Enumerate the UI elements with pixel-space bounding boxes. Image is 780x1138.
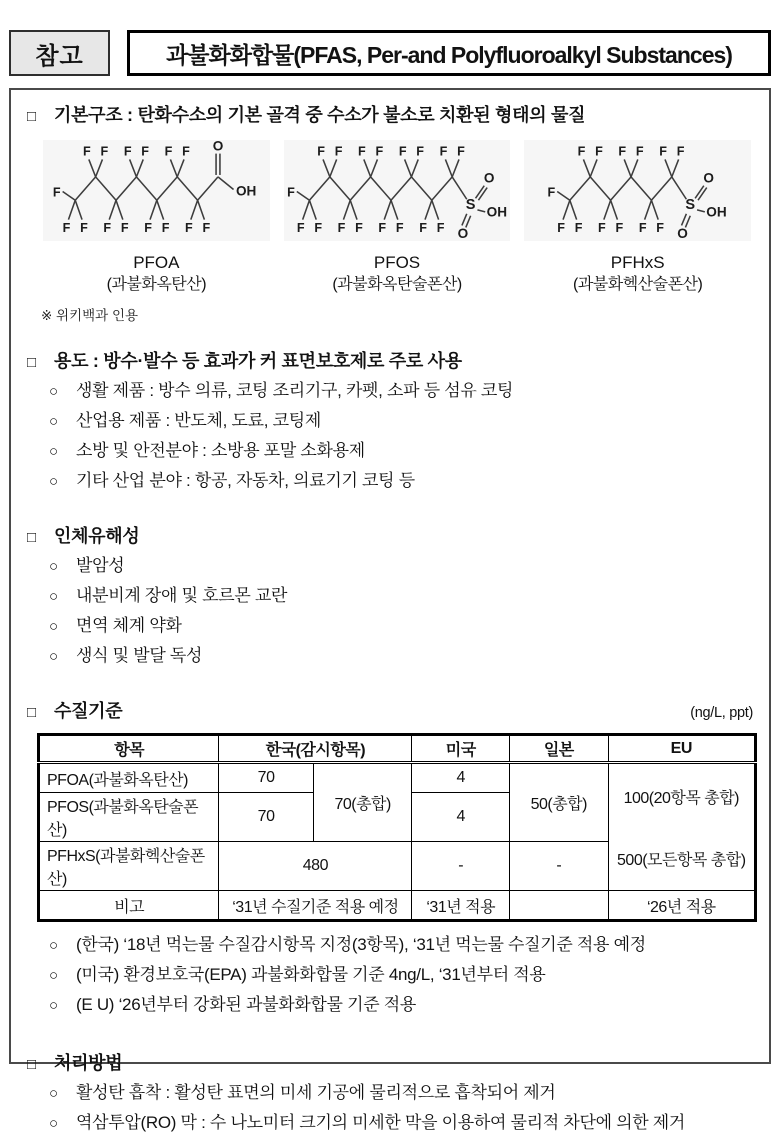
svg-text:F: F bbox=[83, 144, 91, 159]
usage-item-text: 기타 산업 분야 : 항공, 자동차, 의료기기 코팅 등 bbox=[76, 471, 415, 490]
molecule-korean-name: (과불화옥탄산) bbox=[106, 276, 207, 293]
section-usage bbox=[27, 348, 753, 376]
table-row-note bbox=[39, 891, 756, 921]
circle-bullet-icon: ○ bbox=[49, 1085, 58, 1102]
svg-text:F: F bbox=[636, 144, 644, 159]
svg-text:F: F bbox=[202, 221, 211, 236]
section-water-standard bbox=[27, 698, 753, 726]
col-usa: 미국 bbox=[412, 735, 510, 763]
svg-text:F: F bbox=[395, 221, 404, 236]
molecule-korean-name: (과불화헥산술폰산) bbox=[573, 276, 703, 293]
svg-text:F: F bbox=[120, 221, 129, 236]
cell-pfoa-us: 4 bbox=[412, 763, 510, 793]
health-item bbox=[49, 641, 753, 671]
page-title: 과불화화합물(PFAS, Per-and Polyfluoroalkyl Substances) bbox=[127, 30, 771, 76]
cell-pfoa-item: PFOA(과불화옥탄산) bbox=[39, 763, 219, 793]
health-item bbox=[49, 581, 753, 611]
molecule-pfhxs bbox=[524, 140, 751, 296]
page-header bbox=[9, 30, 771, 76]
molecule-name: PFOS bbox=[373, 253, 421, 272]
svg-text:F: F bbox=[436, 221, 445, 236]
molecule-name: PFOA bbox=[133, 253, 180, 272]
cell-eu-merged bbox=[608, 763, 755, 891]
square-bullet-icon: □ bbox=[27, 704, 36, 721]
svg-text:F: F bbox=[164, 144, 173, 159]
circle-bullet-icon: ○ bbox=[49, 473, 58, 490]
treatment-item-text: 역삼투압(RO) 막 : 수 나노미터 크기의 미세한 막을 이용하여 물리적 차단에 의한 제거 bbox=[76, 1113, 686, 1132]
svg-text:F: F bbox=[80, 221, 88, 236]
svg-text:F: F bbox=[123, 144, 132, 159]
health-item-text: 면역 체계 약화 bbox=[76, 616, 182, 635]
usage-item bbox=[49, 436, 753, 466]
col-eu: EU bbox=[608, 735, 755, 763]
cell-pfhxs-us: - bbox=[412, 842, 510, 891]
cell-eu-line1: 100(20항목 총합) bbox=[623, 789, 739, 807]
svg-text:F: F bbox=[141, 144, 150, 159]
svg-text:F: F bbox=[598, 221, 607, 236]
circle-bullet-icon: ○ bbox=[49, 588, 58, 605]
svg-text:F: F bbox=[62, 221, 71, 236]
cell-note-us: ‘31년 적용 bbox=[412, 891, 510, 921]
svg-text:O: O bbox=[677, 226, 689, 241]
circle-bullet-icon: ○ bbox=[49, 413, 58, 430]
circle-bullet-icon: ○ bbox=[49, 618, 58, 635]
circle-bullet-icon: ○ bbox=[49, 648, 58, 665]
svg-text:OH: OH bbox=[706, 204, 728, 220]
usage-item-text: 소방 및 안전분야 : 소방용 포말 소화용제 bbox=[76, 441, 365, 460]
svg-text:F: F bbox=[659, 144, 668, 159]
svg-text:F: F bbox=[314, 221, 322, 236]
svg-text:O: O bbox=[457, 226, 468, 241]
pfos-structure-image bbox=[284, 140, 511, 241]
section-basic-structure-label: 기본구조 : 탄화수소의 기본 골격 중 수소가 불소로 치환된 형태의 물질 bbox=[54, 105, 586, 125]
col-korea: 한국(감시항목) bbox=[219, 735, 412, 763]
svg-text:F: F bbox=[334, 144, 343, 159]
svg-text:F: F bbox=[557, 221, 566, 236]
section-health-label: 인체유해성 bbox=[54, 526, 140, 546]
pfhxs-structure-image bbox=[524, 140, 751, 241]
molecule-pfos bbox=[284, 140, 511, 296]
svg-text:F: F bbox=[415, 144, 424, 159]
cell-pfos-item: PFOS(과불화옥탄술폰산) bbox=[39, 793, 219, 842]
circle-bullet-icon: ○ bbox=[49, 443, 58, 460]
svg-text:F: F bbox=[182, 144, 190, 159]
svg-text:F: F bbox=[52, 185, 61, 200]
svg-text:O: O bbox=[703, 170, 715, 186]
svg-text:F: F bbox=[161, 221, 170, 236]
section-basic-structure bbox=[27, 102, 753, 130]
section-usage-label: 용도 : 방수·발수 등 효과가 커 표면보호제로 주로 사용 bbox=[54, 351, 462, 371]
cell-note-kr: ‘31년 수질기준 적용 예정 bbox=[219, 891, 412, 921]
svg-text:F: F bbox=[439, 144, 447, 159]
cell-pfhxs-item: PFHxS(과불화헥산술폰산) bbox=[39, 842, 219, 891]
circle-bullet-icon: ○ bbox=[49, 383, 58, 400]
reference-badge: 참고 bbox=[9, 30, 110, 76]
cell-note-eu: ‘26년 적용 bbox=[608, 891, 755, 921]
content-frame bbox=[9, 88, 771, 1132]
health-item bbox=[49, 611, 753, 641]
table-row-pfoa bbox=[39, 763, 756, 793]
cell-pfoa-kr: 70 bbox=[219, 763, 314, 793]
svg-text:F: F bbox=[296, 221, 305, 236]
square-bullet-icon: □ bbox=[27, 529, 36, 546]
svg-text:F: F bbox=[639, 221, 647, 236]
circle-bullet-icon: ○ bbox=[49, 937, 58, 954]
svg-text:F: F bbox=[354, 221, 363, 236]
square-bullet-icon: □ bbox=[27, 108, 36, 125]
svg-text:F: F bbox=[144, 221, 152, 236]
note-item-text: (E U) ‘26년부터 강화된 과불화화합물 기준 적용 bbox=[76, 995, 417, 1014]
svg-text:F: F bbox=[456, 144, 465, 159]
cell-jp-total: 50(총합) bbox=[509, 763, 608, 842]
molecule-name: PFHxS bbox=[610, 253, 665, 272]
cell-pfos-us: 4 bbox=[412, 793, 510, 842]
circle-bullet-icon: ○ bbox=[49, 1115, 58, 1132]
svg-text:S: S bbox=[465, 196, 476, 213]
cell-kr-total: 70(총합) bbox=[313, 763, 412, 842]
health-item-text: 생식 및 발달 독성 bbox=[76, 646, 203, 665]
health-item-text: 발암성 bbox=[76, 556, 125, 575]
svg-text:F: F bbox=[398, 144, 407, 159]
unit-label: (ng/L, ppt) bbox=[690, 705, 753, 721]
svg-text:F: F bbox=[418, 221, 427, 236]
col-japan: 일본 bbox=[509, 735, 608, 763]
cell-note-jp bbox=[509, 891, 608, 921]
svg-text:S: S bbox=[685, 196, 696, 213]
molecule-korean-name: (과불화옥탄술폰산) bbox=[332, 276, 462, 293]
usage-item bbox=[49, 376, 753, 406]
svg-text:F: F bbox=[577, 144, 586, 159]
table-header-row bbox=[39, 735, 756, 763]
svg-text:OH: OH bbox=[235, 183, 257, 199]
pfoa-structure-image bbox=[43, 140, 270, 241]
svg-text:F: F bbox=[100, 144, 109, 159]
circle-bullet-icon: ○ bbox=[49, 558, 58, 575]
square-bullet-icon: □ bbox=[27, 1056, 36, 1073]
cell-pfhxs-jp: - bbox=[509, 842, 608, 891]
svg-text:F: F bbox=[103, 221, 112, 236]
health-item bbox=[49, 551, 753, 581]
treatment-item bbox=[49, 1078, 753, 1108]
note-item-text: (미국) 환경보호국(EPA) 과불화화합물 기준 4ng/L, ‘31년부터 적용 bbox=[76, 965, 546, 984]
square-bullet-icon: □ bbox=[27, 354, 36, 371]
treatment-item bbox=[49, 1108, 753, 1138]
water-standard-table bbox=[37, 733, 757, 922]
svg-text:F: F bbox=[375, 144, 383, 159]
cell-pfos-kr: 70 bbox=[219, 793, 314, 842]
document-page bbox=[0, 30, 780, 1132]
svg-text:F: F bbox=[595, 144, 604, 159]
usage-item-text: 생활 제품 : 방수 의류, 코팅 조리기구, 카펫, 소파 등 섬유 코팅 bbox=[76, 381, 514, 400]
treatment-item-text: 활성탄 흡착 : 활성탄 표면의 미세 기공에 물리적으로 흡착되어 제거 bbox=[76, 1083, 556, 1102]
svg-text:O: O bbox=[212, 140, 224, 154]
usage-item bbox=[49, 406, 753, 436]
note-item-text: (한국) ‘18년 먹는물 수질감시항목 지정(3항목), ‘31년 먹는물 수질기준 적용 예정 bbox=[76, 935, 646, 954]
circle-bullet-icon: ○ bbox=[49, 967, 58, 984]
circle-bullet-icon: ○ bbox=[49, 997, 58, 1014]
note-item bbox=[49, 960, 753, 990]
section-water-standard-label: 수질기준 bbox=[54, 701, 123, 721]
cell-pfhxs-kr: 480 bbox=[219, 842, 412, 891]
svg-text:F: F bbox=[677, 144, 685, 159]
cell-eu-line2: 500(모든항목 총합) bbox=[617, 851, 746, 869]
water-standard-notes bbox=[27, 930, 753, 1020]
svg-text:F: F bbox=[547, 185, 556, 200]
col-item: 항목 bbox=[39, 735, 219, 763]
health-item-text: 내분비계 장애 및 호르몬 교란 bbox=[76, 586, 288, 605]
svg-text:F: F bbox=[185, 221, 193, 236]
molecule-pfoa bbox=[43, 140, 270, 296]
svg-text:F: F bbox=[378, 221, 386, 236]
molecule-figures bbox=[43, 140, 751, 296]
svg-text:F: F bbox=[656, 221, 665, 236]
citation-note: ※ 위키백과 인용 bbox=[41, 308, 139, 323]
svg-text:OH: OH bbox=[486, 204, 507, 220]
svg-text:F: F bbox=[618, 144, 627, 159]
cell-note-item: 비고 bbox=[39, 891, 219, 921]
section-health bbox=[27, 523, 753, 551]
svg-text:O: O bbox=[483, 170, 495, 186]
usage-item bbox=[49, 466, 753, 496]
svg-text:F: F bbox=[337, 221, 346, 236]
svg-text:F: F bbox=[357, 144, 366, 159]
note-item bbox=[49, 990, 753, 1020]
svg-text:F: F bbox=[575, 221, 583, 236]
note-item bbox=[49, 930, 753, 960]
svg-text:F: F bbox=[615, 221, 624, 236]
svg-text:F: F bbox=[286, 185, 295, 200]
section-treatment-label: 처리방법 bbox=[54, 1053, 123, 1073]
svg-text:F: F bbox=[316, 144, 325, 159]
usage-item-text: 산업용 제품 : 반도체, 도료, 코팅제 bbox=[76, 411, 321, 430]
